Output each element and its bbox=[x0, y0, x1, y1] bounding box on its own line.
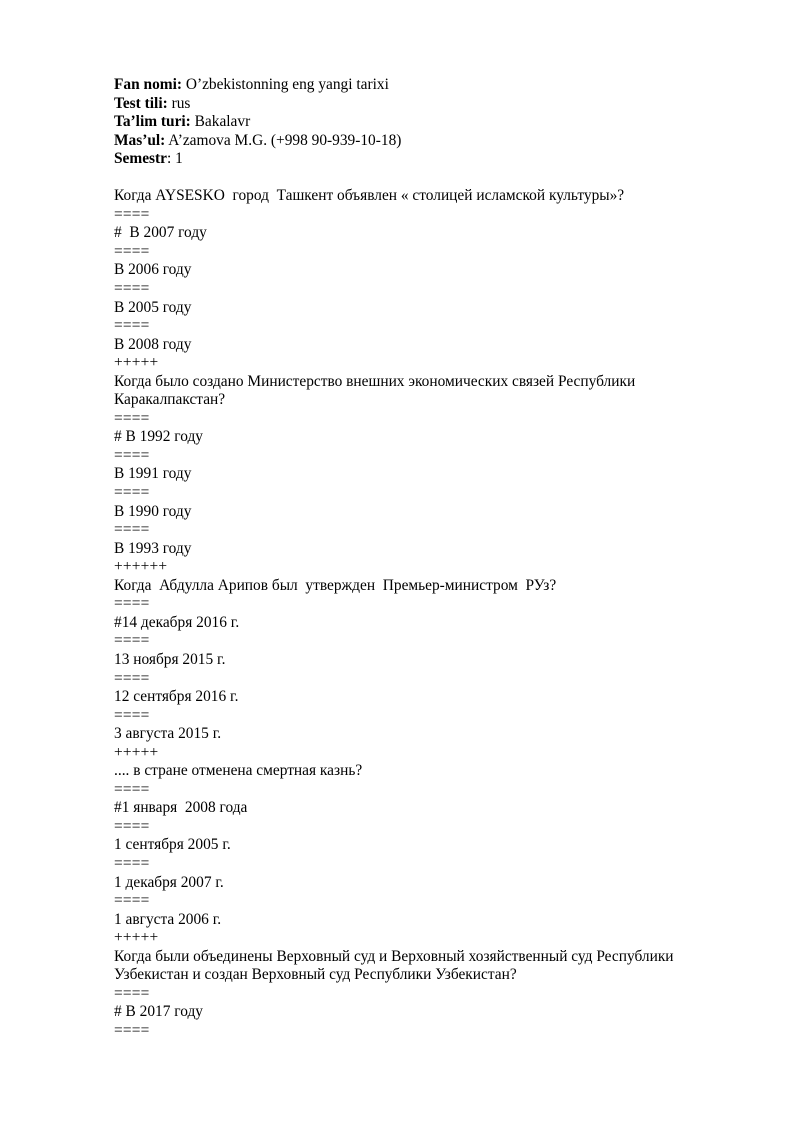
language-label: Test tili: bbox=[114, 94, 168, 112]
separator-line: +++++ bbox=[114, 929, 159, 947]
responsible-line bbox=[114, 132, 714, 151]
edu-type-line bbox=[114, 113, 714, 132]
text-line: В 1991 году bbox=[114, 465, 192, 483]
separator-line: ==== bbox=[114, 854, 150, 872]
separator-line: ==== bbox=[114, 521, 150, 539]
text-line: # В 1992 году bbox=[114, 428, 203, 446]
separator-line: ==== bbox=[114, 484, 150, 502]
language-line bbox=[114, 95, 714, 114]
edu-type-value: Bakalavr bbox=[190, 113, 251, 131]
separator-line: ==== bbox=[114, 242, 150, 260]
subject-value: O’zbekistonning eng yangi tarixi bbox=[181, 76, 389, 93]
separator-line: ==== bbox=[114, 205, 150, 223]
separator-line: +++++ bbox=[114, 743, 159, 761]
separator-line: ==== bbox=[114, 317, 150, 335]
text-line: В 1993 году bbox=[114, 539, 192, 557]
language-value: rus bbox=[167, 94, 191, 112]
separator-line: +++++ bbox=[114, 354, 159, 372]
document-page bbox=[114, 76, 714, 1040]
separator-line: ==== bbox=[114, 892, 150, 910]
text-line: #14 декабря 2016 г. bbox=[114, 613, 240, 631]
separator-line: ++++++ bbox=[114, 558, 168, 576]
text-line: .... в стране отменена смертная казнь? bbox=[114, 762, 363, 780]
text-line: 13 ноября 2015 г. bbox=[114, 650, 226, 668]
semester-label: Semestr bbox=[114, 150, 167, 168]
text-line: # В 2017 году bbox=[114, 1003, 203, 1021]
separator-line: ==== bbox=[114, 446, 150, 464]
question-list bbox=[114, 187, 714, 1040]
separator-line: ==== bbox=[114, 984, 150, 1002]
separator-line: ==== bbox=[114, 780, 150, 798]
responsible-label: Mas’ul: bbox=[114, 131, 166, 149]
text-line: В 1990 году bbox=[114, 502, 192, 520]
separator-line: ==== bbox=[114, 280, 150, 298]
text-line: 12 сентября 2016 г. bbox=[114, 688, 239, 706]
responsible-value: A’zamova M.G. (+998 90-939-10-18) bbox=[165, 131, 402, 149]
text-line: Когда AYSESKO город Ташкент объявлен « столицей исламской культуры»? bbox=[114, 187, 625, 205]
separator-line: ==== bbox=[114, 409, 150, 427]
text-line: Когда были объединены Верховный суд и Верховный хозяйственный суд Республики Узбекистан и создан Верховный суд Республики Узбекистан? bbox=[114, 947, 674, 984]
separator-line: ==== bbox=[114, 595, 150, 613]
separator-line: ==== bbox=[114, 706, 150, 724]
text-line: 1 декабря 2007 г. bbox=[114, 873, 224, 891]
text-line: 3 августа 2015 г. bbox=[114, 725, 222, 743]
text-line: В 2005 году bbox=[114, 298, 192, 316]
text-line: Когда было создано Министерство внешних экономических связей Республики Каракалпакстан? bbox=[114, 372, 636, 409]
edu-type-label: Ta’lim turi: bbox=[114, 113, 191, 131]
semester-line bbox=[114, 150, 714, 169]
separator-line: ==== bbox=[114, 669, 150, 687]
text-line: Когда Абдулла Арипов был утвержден Премьер-министром РУз? bbox=[114, 576, 557, 594]
spacer bbox=[114, 169, 714, 188]
text-line: В 2006 году bbox=[114, 261, 192, 279]
separator-line: ==== bbox=[114, 1021, 150, 1039]
subject-label: Fan nomi: bbox=[114, 76, 182, 93]
semester-value: : 1 bbox=[167, 150, 183, 168]
text-line: В 2008 году bbox=[114, 335, 192, 353]
separator-line: ==== bbox=[114, 817, 150, 835]
text-line: 1 августа 2006 г. bbox=[114, 910, 222, 928]
subject-line bbox=[114, 76, 714, 95]
text-line: 1 сентября 2005 г. bbox=[114, 836, 231, 854]
text-line: # В 2007 году bbox=[114, 224, 207, 242]
text-line: #1 января 2008 года bbox=[114, 799, 248, 817]
separator-line: ==== bbox=[114, 632, 150, 650]
